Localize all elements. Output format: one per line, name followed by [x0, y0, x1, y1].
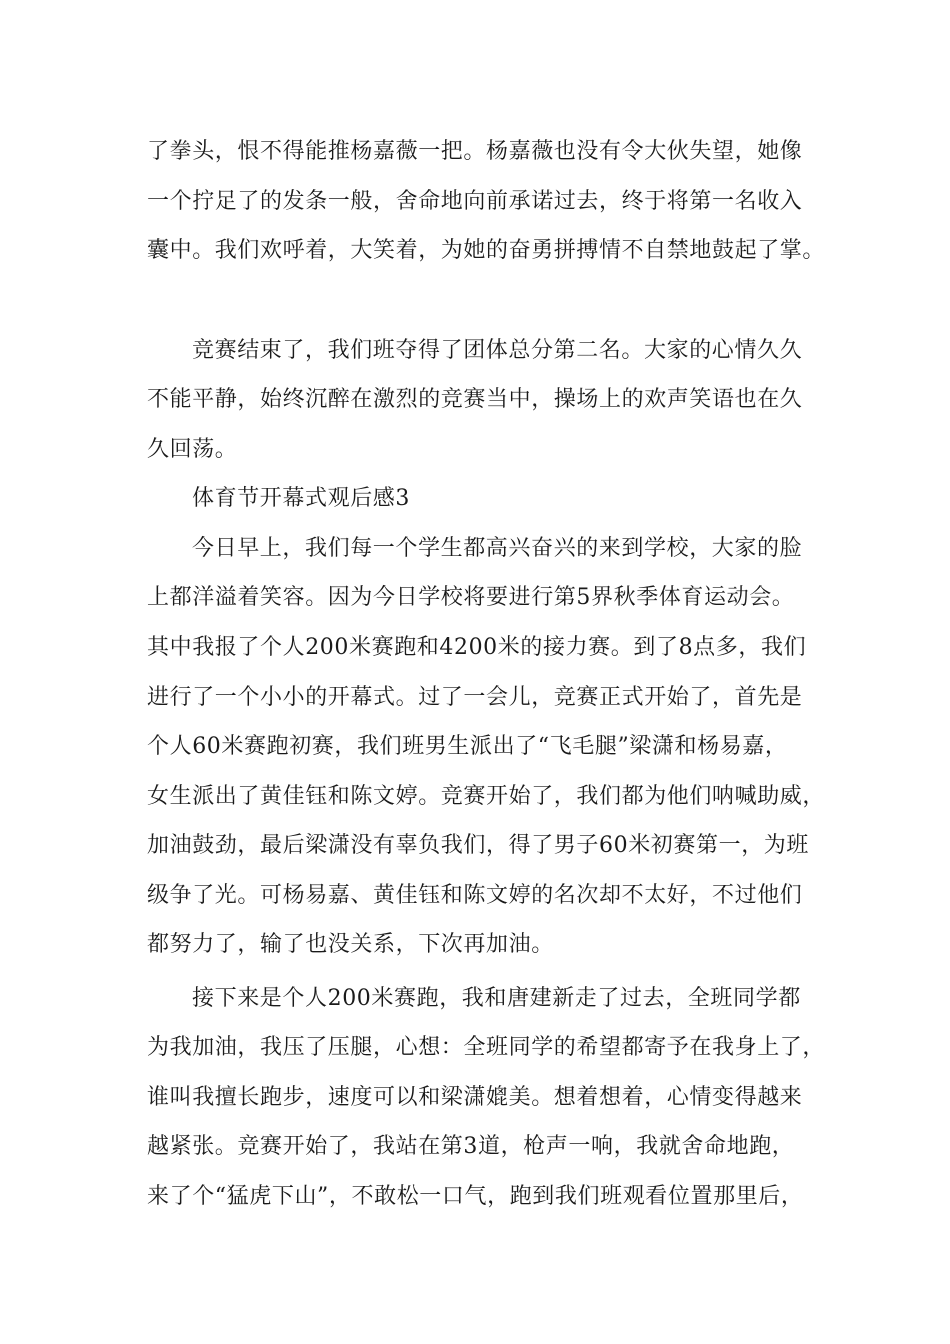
text-line: 女生派出了黄佳钰和陈文婷。竞赛开始了，我们都为他们呐喊助威， [147, 784, 826, 809]
text-line: 越紧张。竞赛开始了，我站在第3道，枪声一响，我就舍命地跑， [147, 1134, 795, 1159]
text-line: 囊中。我们欢呼着，大笑着，为她的奋勇拼搏情不自禁地鼓起了掌。 [147, 238, 826, 263]
text-line: 不能平静，始终沉醉在激烈的竞赛当中，操场上的欢声笑语也在久 [147, 387, 803, 412]
text-line: 个人60米赛跑初赛，我们班男生派出了“飞毛腿”梁潇和杨易嘉， [147, 734, 788, 759]
text-line: 一个拧足了的发条一般，舍命地向前承诺过去，终于将第一名收入 [147, 189, 803, 214]
text-line: 级争了光。可杨易嘉、黄佳钰和陈文婷的名次却不太好，不过他们 [147, 883, 803, 908]
text-line: 进行了一个小小的开幕式。过了一会儿，竞赛正式开始了，首先是 [147, 685, 803, 710]
text-line: 其中我报了个人200米赛跑和4200米的接力赛。到了8点多，我们 [147, 635, 807, 660]
text-line: 了拳头，恨不得能推杨嘉薇一把。杨嘉薇也没有令大伙失望，她像 [147, 139, 803, 164]
text-line: 都努力了，输了也没关系，下次再加油。 [147, 932, 554, 957]
text-line: 久回荡。 [147, 437, 238, 462]
text-line: 来了个“猛虎下山”，不敢松一口气，跑到我们班观看位置那里后， [147, 1184, 804, 1209]
text-line: 今日早上，我们每一个学生都高兴奋兴的来到学校，大家的脸 [192, 536, 803, 561]
text-line: 谁叫我擅长跑步，速度可以和梁潇媲美。想着想着，心情变得越来 [147, 1085, 803, 1110]
text-line: 为我加油，我压了压腿，心想：全班同学的希望都寄予在我身上了， [147, 1035, 826, 1060]
text-line: 竞赛结束了，我们班夺得了团体总分第二名。大家的心情久久 [192, 338, 803, 363]
text-line: 接下来是个人200米赛跑，我和唐建新走了过去，全班同学都 [192, 986, 801, 1011]
section-heading: 体育节开幕式观后感3 [192, 486, 410, 511]
text-line: 加油鼓劲，最后梁潇没有辜负我们，得了男子60米初赛第一，为班 [147, 833, 809, 858]
text-line: 上都洋溢着笑容。因为今日学校将要进行第5界秋季体育运动会。 [147, 585, 795, 610]
